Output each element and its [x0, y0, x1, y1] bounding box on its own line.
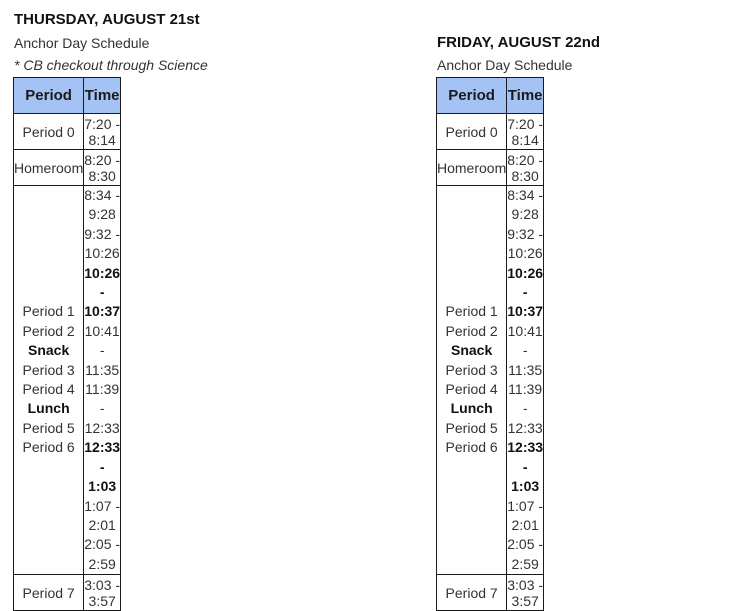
period-cell: Homeroom	[437, 150, 507, 186]
table-row	[437, 150, 544, 186]
table-row-block	[437, 186, 544, 575]
schedule-subtitle: Anchor Day Schedule	[14, 35, 150, 51]
period-label: Period 1	[445, 303, 498, 320]
time-label: 10:41 - 11:35	[507, 322, 543, 378]
time-label: 8:34 - 9:28	[507, 187, 544, 223]
snack-time-label: 10:26 - 10:37	[84, 264, 121, 320]
time-cell: 8:20 - 8:30	[84, 151, 121, 184]
table-row	[437, 575, 544, 611]
time-header: Time	[84, 78, 121, 114]
period-label: Period 4	[22, 381, 75, 398]
time-cell: 3:03 - 3:57	[84, 576, 121, 609]
table-row	[437, 114, 544, 150]
time-label: 2:05 - 2:59	[84, 536, 121, 572]
time-label: 1:07 - 2:01	[507, 497, 544, 533]
period-cell: Period 7	[437, 575, 507, 611]
time-label: 9:32 - 10:26	[507, 225, 544, 262]
period-header: Period	[14, 78, 84, 114]
schedule-table	[436, 77, 544, 611]
period-label: Period 5	[22, 419, 75, 436]
time-cell: 7:20 - 8:14	[507, 115, 544, 148]
period-label: Period 4	[445, 381, 498, 398]
snack-time-label: 10:26 - 10:37	[507, 264, 544, 320]
time-label: 10:41 - 11:35	[84, 322, 120, 378]
time-cell: 7:20 - 8:14	[84, 115, 121, 148]
lunch-time-label: 12:33 - 1:03	[84, 439, 121, 495]
time-label: 9:32 - 10:26	[84, 225, 121, 262]
period-header: Period	[437, 78, 507, 114]
table-row	[14, 114, 121, 150]
schedule-table	[13, 77, 121, 611]
time-label: 1:07 - 2:01	[84, 497, 121, 533]
lunch-time-label: 12:33 - 1:03	[507, 439, 544, 495]
period-label: Period 6	[445, 439, 498, 456]
time-label: 11:39 - 12:33	[84, 381, 120, 436]
period-label: Period 2	[22, 322, 75, 339]
snack-label: Snack	[28, 342, 70, 359]
time-header: Time	[507, 78, 544, 114]
period-cell: Period 0	[14, 114, 84, 150]
lunch-label: Lunch	[27, 400, 70, 417]
time-block-cell	[84, 186, 121, 575]
snack-label: Snack	[451, 342, 493, 359]
table-row-block	[14, 186, 121, 575]
period-label: Period 5	[445, 419, 498, 436]
table-row	[14, 575, 121, 611]
period-cell: Period 0	[437, 114, 507, 150]
time-label: 2:05 - 2:59	[507, 536, 544, 572]
day-title: THURSDAY, AUGUST 21st	[14, 11, 200, 28]
time-cell: 3:03 - 3:57	[507, 576, 544, 609]
time-label: 11:39 - 12:33	[507, 381, 543, 436]
lunch-label: Lunch	[450, 400, 493, 417]
period-block-cell	[14, 186, 84, 575]
header-row	[437, 78, 544, 114]
schedule-note: * CB checkout through Science	[14, 57, 208, 73]
period-label: Period 6	[22, 439, 75, 456]
period-block-cell	[437, 186, 507, 575]
period-label: Period 1	[22, 303, 75, 320]
period-label: Period 3	[445, 361, 498, 378]
period-cell: Period 7	[14, 575, 84, 611]
time-block-cell	[507, 186, 544, 575]
period-cell: Homeroom	[14, 150, 84, 186]
period-label: Period 3	[22, 361, 75, 378]
day-title: FRIDAY, AUGUST 22nd	[437, 34, 601, 51]
period-label: Period 2	[445, 322, 498, 339]
time-cell: 8:20 - 8:30	[507, 151, 544, 184]
time-label: 8:34 - 9:28	[84, 187, 121, 223]
table-row	[14, 150, 121, 186]
schedule-subtitle: Anchor Day Schedule	[437, 57, 573, 73]
header-row	[14, 78, 121, 114]
